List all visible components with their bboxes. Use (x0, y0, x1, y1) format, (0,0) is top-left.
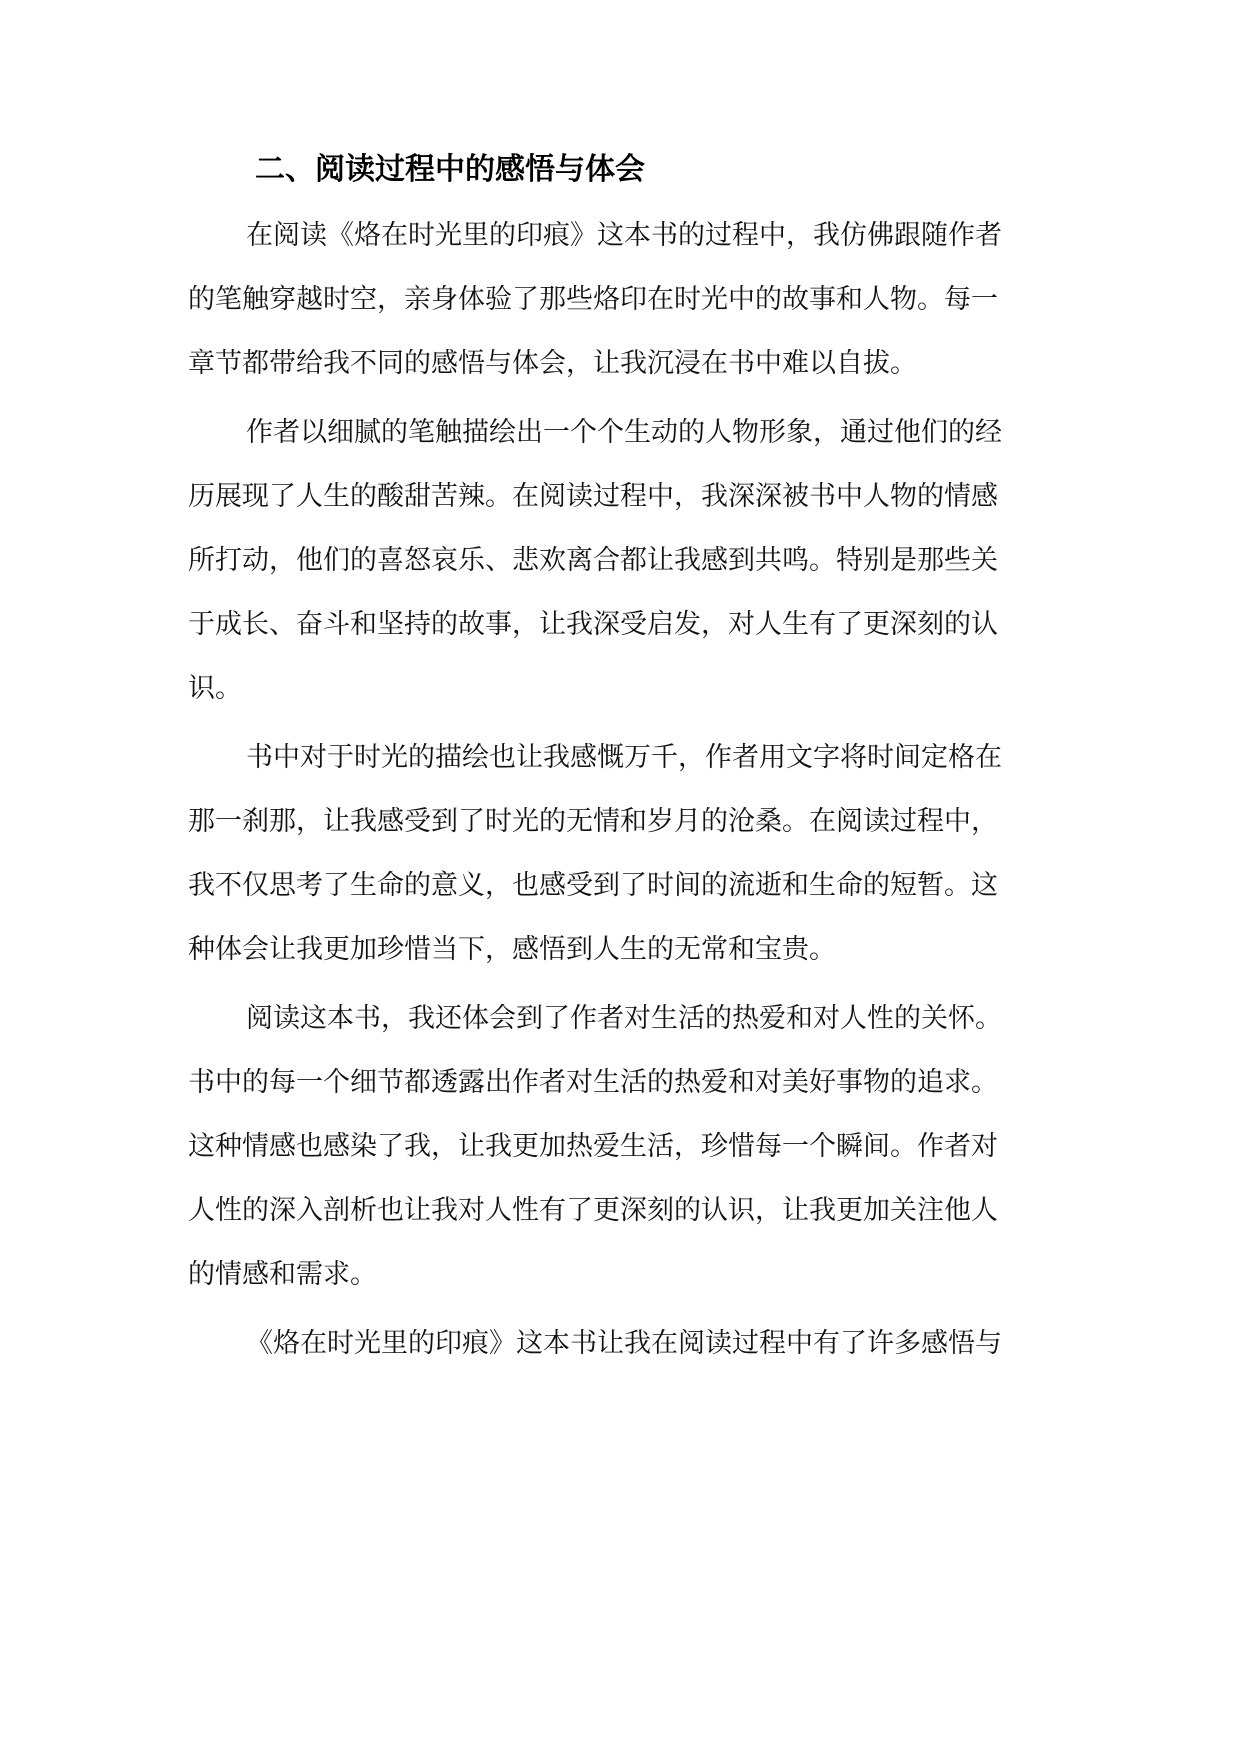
paragraph-line: 我不仅思考了生命的意义，也感受到了时间的流逝和生命的短暂。这 (188, 870, 998, 901)
paragraph-line: 识。 (188, 673, 242, 704)
paragraph-line: 在阅读《烙在时光里的印痕》这本书的过程中，我仿佛跟随作者 (246, 220, 1002, 251)
paragraph-line: 所打动，他们的喜怒哀乐、悲欢离合都让我感到共鸣。特别是那些关 (188, 545, 998, 576)
section-heading: 二、阅读过程中的感悟与体会 (255, 152, 645, 187)
paragraph-line: 《烙在时光里的印痕》这本书让我在阅读过程中有了许多感悟与 (246, 1328, 1002, 1359)
paragraph-line: 于成长、奋斗和坚持的故事，让我深受启发，对人生有了更深刻的认 (188, 609, 998, 640)
paragraph-line: 种体会让我更加珍惜当下，感悟到人生的无常和宝贵。 (188, 934, 836, 965)
paragraph-line: 书中的每一个细节都透露出作者对生活的热爱和对美好事物的追求。 (188, 1067, 998, 1098)
paragraph-line: 作者以细腻的笔触描绘出一个个生动的人物形象，通过他们的经 (246, 417, 1002, 448)
paragraph-line: 书中对于时光的描绘也让我感慨万千，作者用文字将时间定格在 (246, 742, 1002, 773)
paragraph-line: 的笔触穿越时空，亲身体验了那些烙印在时光中的故事和人物。每一 (188, 284, 998, 315)
paragraph-line: 这种情感也感染了我，让我更加热爱生活，珍惜每一个瞬间。作者对 (188, 1131, 998, 1162)
paragraph-line: 那一刹那，让我感受到了时光的无情和岁月的沧桑。在阅读过程中， (188, 806, 998, 837)
paragraph-line: 阅读这本书，我还体会到了作者对生活的热爱和对人性的关怀。 (246, 1003, 1002, 1034)
paragraph-line: 人性的深入剖析也让我对人性有了更深刻的认识，让我更加关注他人 (188, 1195, 998, 1226)
paragraph-line: 历展现了人生的酸甜苦辣。在阅读过程中，我深深被书中人物的情感 (188, 481, 998, 512)
paragraph-line: 的情感和需求。 (188, 1259, 377, 1290)
paragraph-line: 章节都带给我不同的感悟与体会，让我沉浸在书中难以自拔。 (188, 348, 917, 379)
